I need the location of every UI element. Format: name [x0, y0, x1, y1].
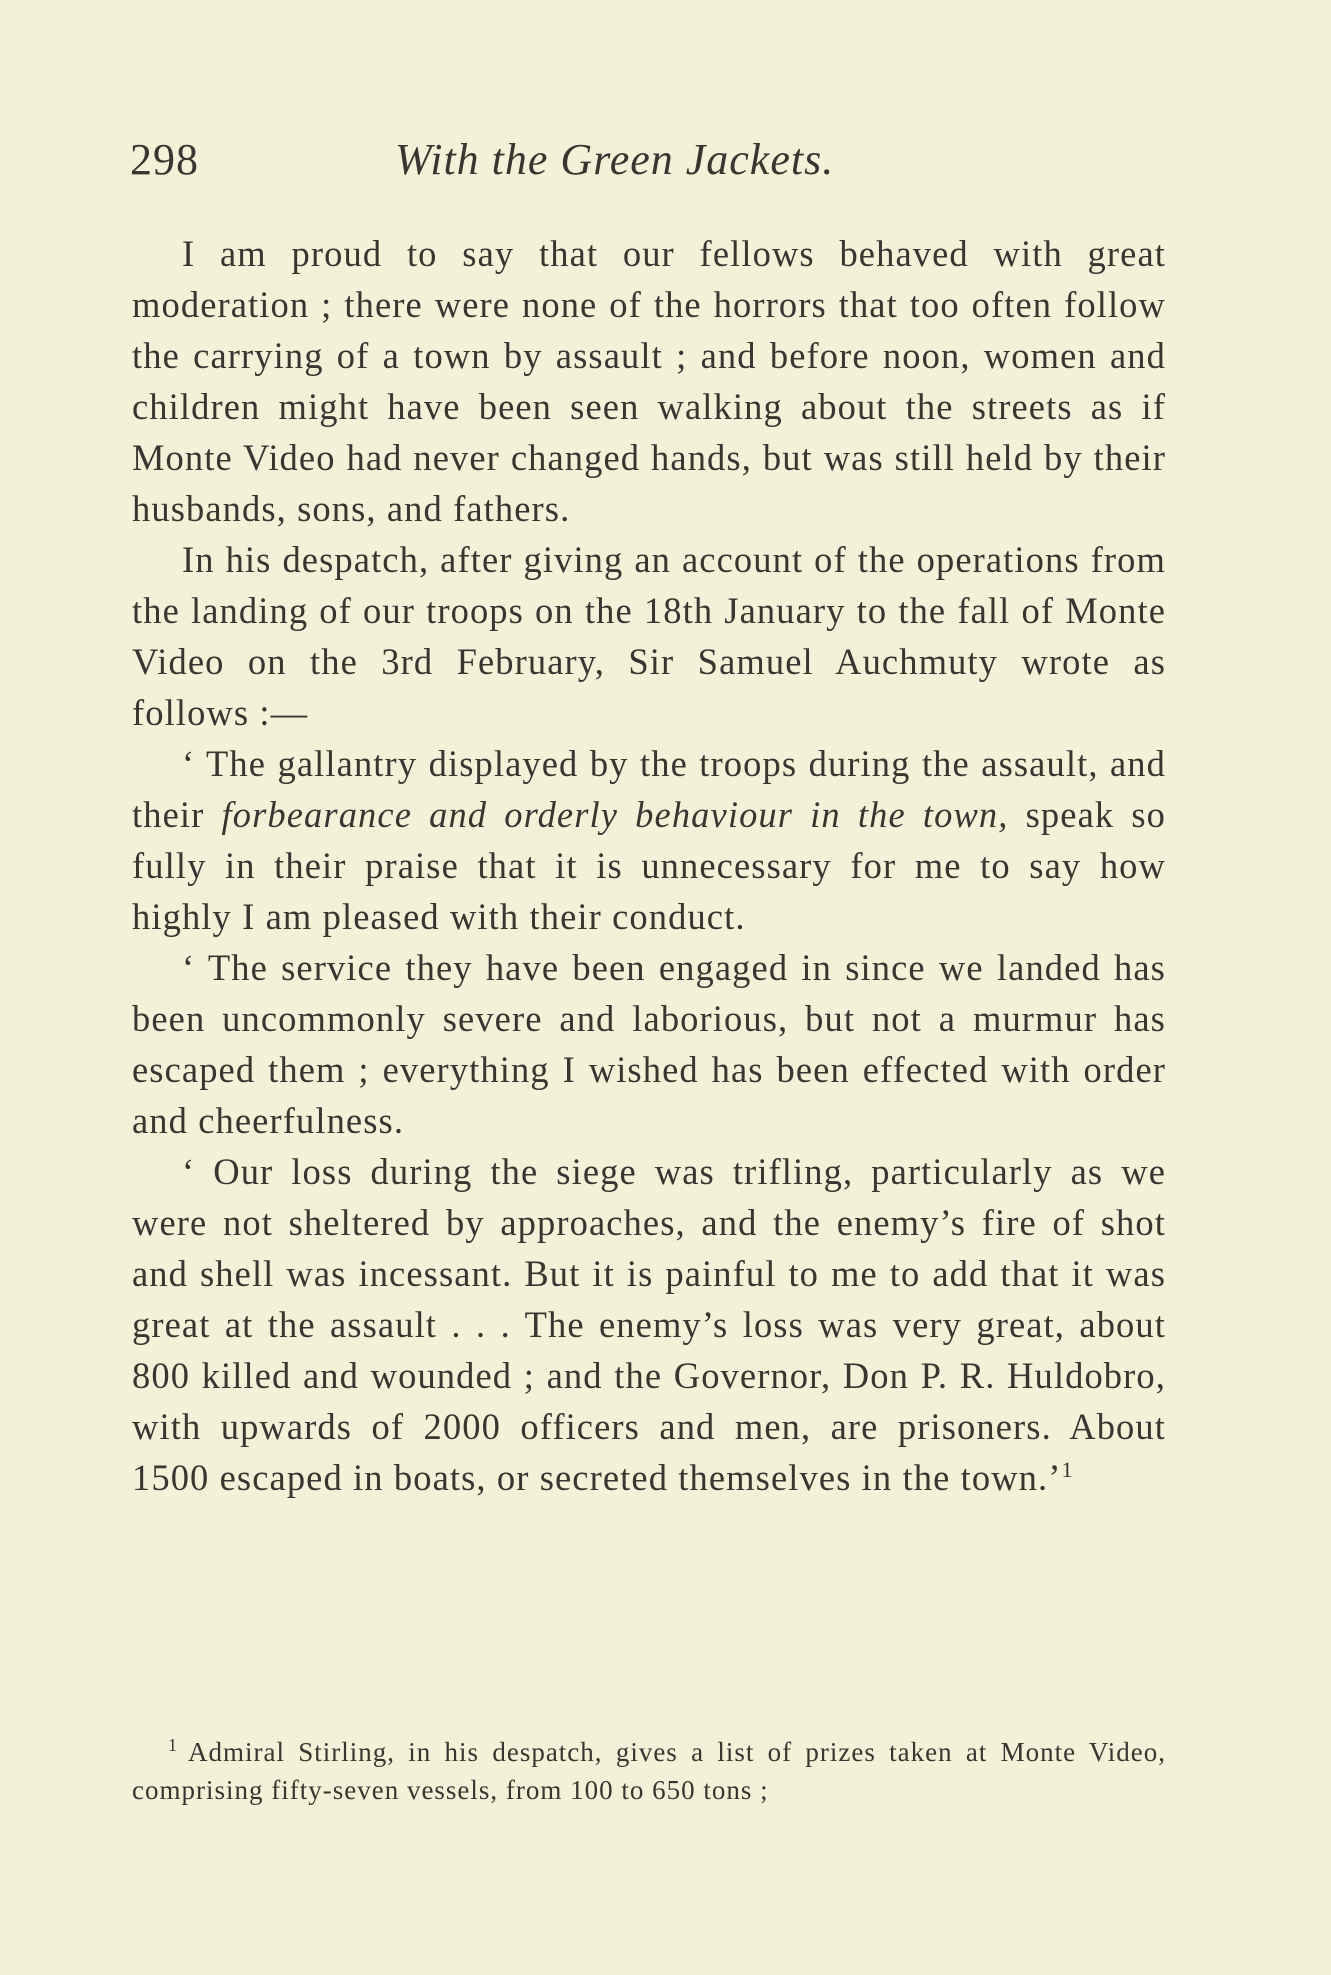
footnote-reference: 1: [1061, 1456, 1074, 1482]
footnote-text-block: [132, 1733, 1166, 1809]
running-title: With the Green Jackets.: [395, 135, 835, 184]
paragraph-3-text-b: speak so fully in their praise that it is unnecessary for me to say how highly I am pleased with their conduct.: [132, 794, 1166, 937]
paragraph-5: [132, 1146, 1166, 1503]
paragraph-3: [132, 738, 1166, 942]
paragraph-2: In his despatch, after giving an account of the operations from the landing of our troops on the 18th January to the fall of Monte Video on the 3rd February, Sir Samuel Auchmuty wrote as follows :—: [132, 539, 1166, 733]
paragraph-3-italic-text: forbearance and orderly behaviour in the town,: [221, 794, 1009, 835]
paragraph-5-text: ‘ Our loss during the siege was trifling, particularly as we were not sheltered by approaches, and the enemy’s fire of shot and shell was incessant. But it is painful to me to add that it was great at the assault . . . The enemy’s loss was very great, about 800 killed and wounded ; and the Governor, Don P. R. Huldobro, with upwards of 2000 officers and men, are prisoners. About 1500 escaped in boats, or secreted themselves in the town.’: [132, 1151, 1166, 1498]
footnote-marker: 1: [168, 1735, 178, 1755]
footnote-text: Admiral Stirling, in his despatch, gives a list of prizes taken at Monte Video, comprising fifty-seven vessels, from 100 to 650 tons ;: [132, 1737, 1166, 1805]
paragraph-4: ‘ The service they have been engaged in since we landed has been uncommonly severe and laborious, but not a murmur has escaped them ; everything I wished has been effected with order and cheerfulness.: [132, 947, 1166, 1141]
paragraph-1: I am proud to say that our fellows behaved with great moderation ; there were none of the horrors that too often follow the carrying of a town by assault ; and before noon, women and children might have been seen walking about the streets as if Monte Video had never changed hands, but was still held by their husbands, sons, and fathers.: [132, 233, 1166, 529]
running-head: [130, 134, 1170, 204]
page-number: 298: [130, 135, 199, 184]
footnote: [132, 1733, 1166, 1809]
body-text: [132, 228, 1166, 1503]
paragraph-3-text-a: ‘ The gallantry displayed by the troops during the assault, and their: [132, 743, 1166, 835]
